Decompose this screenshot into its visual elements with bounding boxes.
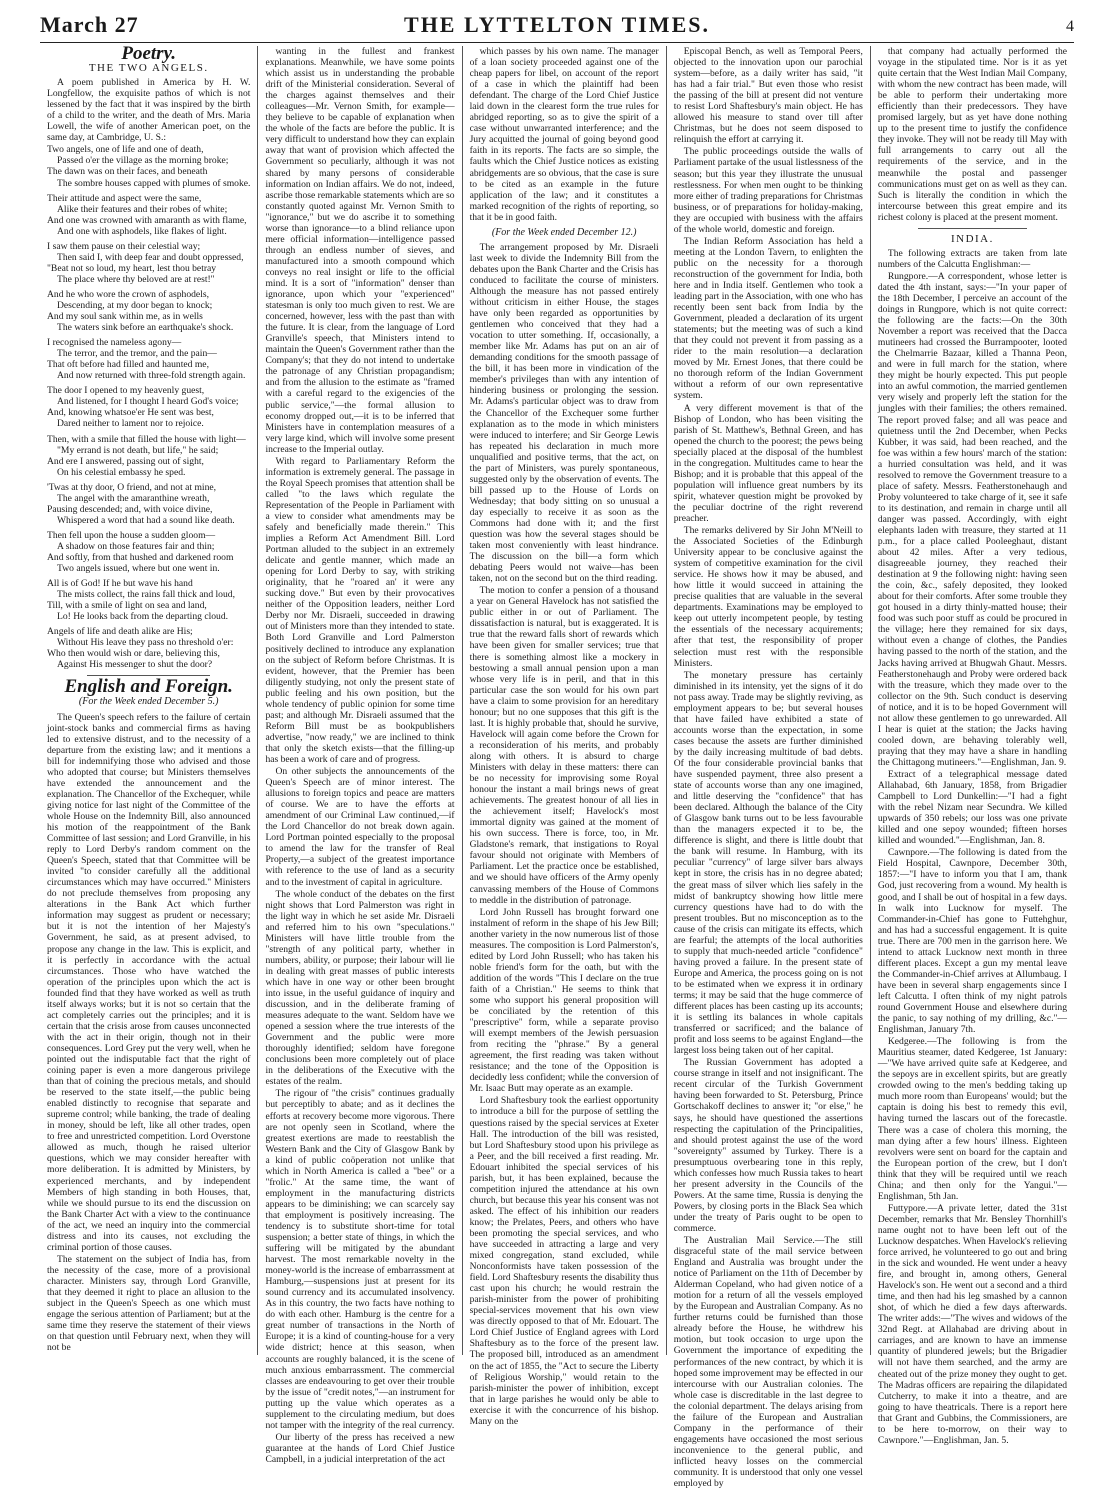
paragraph: The remarks delivered by Sir John M'Neill to the Associated Societies of the Edinburgh University appear to be conclusive against the system of competitive examination for the civil service. He shows how it may be abused, and how little it would succeed in attaining the precise qualities that are valuable in the several departments. Examinations may be employed to keep out utterly incompetent people, by testing the essentials of the necessary acquirements; after that test, the responsibility of proper selection must rest with the responsible Ministers. <box>673 525 863 669</box>
paragraph: On other subjects the announcements of the Queen's Speech are of minor interest. The allusions to foreign topics and peace are matters of course. We are to have the efforts at amendment of our Criminal Law continued,—if the Lord Chancellor do not break down again. Lord Portman pointed especially to the proposal to amend the law for the transfer of Real Property,—a subject of the greatest importance with reference to the use of land as a security and to the investment of capital in agriculture. <box>265 766 455 888</box>
poem-line: The door I opened to my heavenly guest, <box>47 385 205 397</box>
poem-line: And one with asphodels, like flakes of light. <box>57 225 227 237</box>
poem-line: Lo! He looks back from the departing cloud. <box>57 611 229 623</box>
page-number: 4 <box>1066 18 1074 35</box>
paragraph: The arrangement proposed by Mr. Disraeli last week to divide the Indemnity Bill from the debates upon the Bank Charter and the Crisis has conduced to facilitate the course of ministers. Although the measure has not passed entirely without criticism in either House, the stages have only been regarded as opportunities by gentlemen who conceived that they had a vocation to utter something. If, occasionally, a member like Mr. Adams has put on an air of demanding conditions for the smooth passage of the bill, it has been more in vindication of the member's privileges than with any intention of hindering business or prolonging the session. Mr. Adams's particular object was to draw from the Chancellor of the Exchequer some further explanation as to the mode in which ministers were induced to interfere; and Sir George Lewis has repeated his declaration in much more unqualified and positive terms, that the act, on the part of Ministers, was purely spontaneous, suggested only by the observation of events. The bill passed up to the House of Lords on Wednesday; that body sitting on so unusual a day especially to receive it as soon as the Commons had done with it; and the first question was how the several stages should be taken most conveniently with least hindrance. The discussion on the bill—a form which debating Peers would not waive—has been taken, not on the second but on the third reading. <box>469 241 659 585</box>
stanza <box>47 530 250 574</box>
masthead-title: THE LYTTELTON TIMES. <box>404 12 710 37</box>
poem-line: Then fell upon the house a sudden gloom— <box>47 529 216 541</box>
paragraph: Extract of a telegraphical message dated Allahabad, 6th January, 1858, from Brigadier Campbell to Lord Dunkellin:—"I had a fight with the rebel Nizam near Secundra. We killed upwards of 350 rebels; our loss was one private killed and one sepoy wounded; fifteen horses killed and wounded."—Englishman, Jan. 8. <box>877 769 1067 847</box>
poem-line: And my soul sank within me, as in wells <box>47 311 203 323</box>
poem-line: I recognised the nameless agony— <box>47 337 182 349</box>
poem-line: A shadow on those features fair and thin; <box>57 540 215 552</box>
stanza <box>47 626 250 670</box>
masthead-date: March 27 <box>40 12 139 37</box>
poem-line: Till, with a smile of light on sea and land, <box>47 600 207 612</box>
poem-line: Then said I, with deep fear and doubt oppressed, <box>57 251 244 263</box>
column-1 <box>40 43 258 1355</box>
column-2 <box>258 46 462 1465</box>
poem-line: I saw them pause on their celestial way; <box>47 240 201 252</box>
paragraph: The monetary pressure has certainly diminished in its intensity, yet the signs of it do not pass away. Trade may be slightly reviving, as employment appears to be; but several houses that have failed have exhibited a state of accounts worse than the expectation, in some cases because the assets are further diminished by the daily increasing multitude of bad debts. Of the four considerable provincial banks that have suspended payment, three also present a state of accounts worse than any one imagined, and little deserving the "confidence" that has been declared. Although the balance of the City of Glasgow bank turns out to be less favourable than the managers expected it to be, the difference is slight, and there is little doubt that the bank will resume. In Hamburg, with its peculiar "currency" of large silver bars always kept in store, the crisis has in no degree abated; the great mass of silver which lies safely in the midst of bankruptcy showing how little mere currency questions have had to do with the present troubles. But no misconception as to the cause of the crisis can mitigate its effects, which are fearful; the attempts of the local authorities to supply that much-needed article "confidence" having proved a failure. In the present state of Europe and America, the process going on is not to be estimated when we express it in ordinary terms; it may be said that the huge commerce of different places has been casting up its accounts; it is settling its balances in whole capitals transferred or sacrificed; and the balance of profit and loss seems to be against England—the largest loss being taken out of her capital. <box>673 669 863 1057</box>
poem-line: And, knowing whatsoe'er He sent was best, <box>47 407 214 419</box>
poem-line: The sombre houses capped with plumes of smoke. <box>57 177 251 189</box>
poem-line: Pausing descended; and, with voice divine, <box>47 503 213 515</box>
poem-line: Then, with a smile that filled the house with light— <box>47 433 246 445</box>
poem-line: And listened, for I thought I heard God's voice; <box>57 396 239 408</box>
poem-line: Two angels issued, where but one went in. <box>57 563 220 575</box>
paragraph: Lord John Russell has brought forward one instalment of reform in the shape of his Jew Bill; another variety in the now numerous list of those measures. The composition is Lord Palmerston's, edited by Lord John Russell; who has taken his noble friend's form for the oath, but with the addition of the words "This I declare on the true faith of a Christian." He seems to think that some who support his general proposition will be conciliated by the retention of this "prescriptive" form, while a separate proviso will exempt members of the Jewish persuasion from reciting the "phrase." By a general agreement, the first reading was taken without resistance; and the tone of the Opposition is decidedly less confident; while the conversion of Mr. Isaac Butt may operate as an example. <box>469 906 659 1095</box>
english-foreign-heading: English and Foreign. <box>64 676 233 698</box>
poem-line: Dared neither to lament nor to rejoice. <box>57 418 204 430</box>
paragraph: that company had actually performed the voyage in the stipulated time. Nor is it as yet quite certain that the West Indian Mail Company, with whom the new contract has been made, will be able to perform their undertaking more efficiently than their predecessors. They have promised largely, but as yet have done nothing up to the present time to justify the confidence they invoke. They will not be ready till May with full arrangements to carry out all the requirements of the service, and in the meanwhile the postal and passenger communications must get on as well as they can. Such is literally the condition in which the intercourse between this great empire and its richest colony is placed at the present moment. <box>877 46 1067 223</box>
divider <box>918 228 1027 229</box>
paragraph: Cawnpore.—The following is dated from the Field Hospital, Cawnpore, December 30th, 1857:—"I have to inform you that I am, thank God, just recovering from a wound. My health is good, and I shall be out of hospital in a few days. In walk into Lucknow for myself. The Commander-in-Chief has gone to Futtehghur, and has had a successful engagement. It is quite true. There are 700 men in the garrison here. We intend to attack Lucknow next month in three different places. Except a gun my mental leave the Commander-in-Chief arrives at Allumbaug. I have been in several sharp engagements since I left Calcutta. I often think of my night patrols round Government House and elsewhere during the panic, to say nothing of my drilling, &c."—Englishman, January 7th. <box>877 847 1067 1036</box>
poem-line: On his celestial embassy he sped. <box>57 466 186 478</box>
article-body <box>470 242 659 1427</box>
paragraph: The Queen's speech refers to the failure of certain joint-stock banks and commercial firms as having led to extensive distrust, and to the necessity of a departure from the existing law; and it mentions a bill for indemnifying those who advised and those who adopted that course; but Ministers themselves have extended the announcement and the explanation. The Chancellor of the Exchequer, while giving notice for last night of the Committee of the whole House on the Indemnity Bill, also announced his motion of the reappointment of the Bank Committee of last session; and Lord Granville, in his reply to Lord Derby's random comment on the Queen's Speech, stated that that Committee will be invited "to consider carefully all the additional circumstances which may have occurred." Ministers do not preclude themselves from proposing any alterations in the Bank Act which further information may suggest as prudent or necessary; but it is not the intention of her Majesty's Government, he said, as at present advised, to propose any change in the law. This is explicit, and it is perfectly in accordance with the actual circumstances. Those who have watched the operation of the principles upon which the act is founded find that they have worked as well as truth itself always works; but it is not so certain that the act completely carries out the principles; and it is certain that the crisis arose from causes unconnected with the act in their origin, though not in their consequences. Lord Grey put the very well, when he pointed out the indisputable fact that the right of coining paper is even a more dangerous privilege than that of coining the precious metals, and should be reserved to the state itself,—the public being enabled distinctly to recognise that separate and supreme control; while banking, the trade of dealing in money, should be left, like all other trades, open to free and unrestricted competition. Lord Overstone allowed as much, though he raised ulterior questions, which we may consider hereafter with more deliberation. It is admitted by Ministers, by experienced merchants, and by independent Members of high standing in both Houses, that, while we should pursue to its end the discussion on the Bank Charter Act with a view to the continuance of the act, we need an inquiry into the commercial distress and into its causes, not excluding the criminal portion of those causes. <box>47 711 251 1253</box>
stanza <box>47 289 250 333</box>
article-body <box>470 46 659 223</box>
masthead <box>40 8 1074 43</box>
poem-line: "Beat not so loud, my heart, lest thou betray <box>47 262 217 274</box>
poem-line: Without His leave they pass no threshold o'er: <box>57 637 234 649</box>
paragraph: Rungpore.—A correspondent, whose letter is dated the 4th instant, says:—"In your paper of the 18th December, I perceive an account of the doings in Rungpore, which is not quite correct: the following are the facts:—On the 30th November a report was received that the Dacca mutineers had crossed the Burrampooter, looted the Chelmarrie Bazaar, killed a Thanna Peon, and were in full march for the station, where they might be hourly expected. This put people into an awful commotion, the married gentlemen very wisely and properly left the station for the jungles with their families; the others remained. The report proved false; and all was peace and quietness until the 2nd December, when Pecks Kubber, it was said, had been reached, and the foe was within a few hours' march of the station: a hurried consultation was held, and it was resolved to remove the Government treasure to a place of safety. Messrs. Featherstonehaugh and Proby volunteered to take charge of it, see it safe to its destination, and remain in charge until all danger was passed. Accordingly, with eight elephants laden with treasure, they started at 11 p.m., for a place called Pooleeghaut, distant about 42 miles. After a very tedious, disagreeable journey, they reached their destination at 9 the following night: having seen the coin, &c., safely deposited, they looked about for their comforts. After some trouble they got housed in a dirty thinly-matted house; their food was such poor stuff as could be procured in the village; here they remained for six days, without even a change of clothes, the Pandies having passed to the north of the station, and the Jacks having arrived at Bhugwah Ghaut. Messrs. Featherstonehaugh and Proby were ordered back with the treasure, which they made over to the collector on the 9th. Such conduct is deserving of notice, and it is to be hoped Government will not allow these gentlemen to go unrewarded. All I hear is quiet at the station; the Jacks having cooled down, are behaving tolerably well, praying that they may have a share in handling the Chittagong mutineers."—Englishman, Jan. 9. <box>877 270 1067 768</box>
article-body <box>47 712 250 1354</box>
stanza <box>47 144 250 188</box>
poem-line: And ere I answered, passing out of sight, <box>47 455 204 467</box>
paragraph: A very different movement is that of the Bishop of London, who has been visiting the parish of St. Matthew's, Bethnal Green, and has opened the church to the poorest; the pews being specially placed at the disposal of the humblest in the congregation. Multitudes came to hear the Bishop; and it is probable that this appeal of the population will influence great numbers by its spirit, whatever question might be provoked by the peculiar doctrine of the right reverend preacher. <box>673 402 863 524</box>
poem-line: Who then would wish or dare, believing this, <box>47 648 220 660</box>
poem-line: Angels of life and death alike are His; <box>47 626 193 638</box>
article-body <box>878 248 1067 1446</box>
stanza <box>47 482 250 526</box>
week-subheading: (For the Week ended December 12.) <box>491 226 637 238</box>
poem-line: The dawn was on their faces, and beneath <box>47 166 208 178</box>
paragraph: Our liberty of the press has received a new guarantee at the hands of Lord Chief Justice Campbell, in a judicial interpretation of the act <box>265 1431 455 1465</box>
paragraph: The rigour of "the crisis" continues gradually but perceptibly to abate; and as it declines the efforts at recovery become more vigorous. There are not openly seen in Scotland, where the greatest exertions are made to reestablish the Western Bank and the City of Glasgow Bank by a kind of public coöperation not unlike that which in North America is called a "bee" or a "frolic." At the same time, the want of employment in the manufacturing districts appears to be diminishing; we can scarcely say that employment is positively increasing. The tendency is to substitute short-time for total suspension; a better state of things, in which the suffering will be mitigated by the abundant harvest. The most remarkable novelty in the money-world is the increase of embarrassment at Hamburg,—suspensions just at present for its sound currency and its accumulated insolvency. As in this country, the two facts have nothing to do with each other. Hamburg is the centre for a great number of transactions in the North of Europe; it is a kind of counting-house for a very wide district; hence at this season, when accounts are roughly balanced, it is the scene of much anxious embarrassment. The commercial classes are endeavouring to get over their trouble by the issue of "credit notes,"—an instrument for putting up the value which operates as a supplement to the circulating medium, but does not tamper with the integrity of the real currency. <box>265 1088 455 1431</box>
poem-line: "My errand is not death, but life," he said; <box>57 444 219 456</box>
paragraph: With regard to Parliamentary Reform the information is extremely general. The passage in the Royal Speech promises that attention shall be called "to the laws which regulate the Representation of the People in Parliament with a view to consider what amendments may be safely and beneficially made therein." This implies a Reform Act Amendment Bill. Lord Portman alluded to the subject in an extremely delicate and gentle manner, which made an opening for Lord Derby to say, with striking originality, that he "roared an' it were any sucking dove." But even by their provocatives neither of the Opposition leaders, neither Lord Derby nor Mr. Disraeli, succeeded in drawing out of Ministers more than they intended to state. Both Lord Granville and Lord Palmerston positively declined to introduce any explanation on the subject of Reform before Christmas. It is evident, however, that the Premier has been diligently studying, not only the present state of public feeling and his own position, but the whole tendency of public opinion for some time past; and although Mr. Disraeli assumed that the Reform Bill must be as bookpublishers advertise, "now ready," we are inclined to think that only the sketch exists—that the filling-up has been a work of care and of progress. <box>265 455 455 765</box>
paragraph: Episcopal Bench, as well as Temporal Peers, objected to the innovation upon our parochial system—before, as a daily writer has said, "it has had a fair trial." But even those who resist the passing of the bill at present did not venture to resist Lord Shaftesbury's main object. He has allowed his measure to stand over till after Christmas, but he does not seem disposed to relinquish the effort at carrying it. <box>673 46 863 146</box>
stanza <box>47 578 250 622</box>
paragraph: The motion to confer a pension of a thousand a year on General Havelock has not satisfied the public either in or out of Parliament. The dissatisfaction is natural, but is exaggerated. It is true that the reward falls short of rewards which have been given for smaller services; true that there is something almost like a mockery in bestowing a small annual pension upon a man whose very life is in peril, and that in this particular case the son would for his own part have a claim to some provision for an hereditary honour; but no one supposes that this gift is the last. It is highly probable that, should he survive, Havelock will again come before the Crown for a reconsideration of his merits, and probably along with others. It is absurd to charge Ministers with delay in these matters: there can be no necessity for improvising some Royal honour the instant a mail brings news of great achievements. The greatest honour of all lies in the achievement itself; Havelock's most immortal dignity was gained at the moment of his own success. There is force, too, in Mr. Gladstone's remark, that instigations to Royal favour should not originate with Members of Parliament. Let the practice once be established, and we should have officers of the Army openly canvassing members of the House of Commons to meddle in the distribution of patronage. <box>469 585 659 906</box>
article-body <box>878 46 1067 223</box>
poem-title: THE TWO ANGELS. <box>88 62 209 75</box>
poem-line: 'Twas at thy door, O friend, and not at mine, <box>47 481 217 493</box>
poem-line: That oft before had filled and haunted me, <box>47 359 209 371</box>
poem-line: Alike their features and their robes of white; <box>57 203 228 215</box>
stanza <box>47 337 250 381</box>
poem-line: The terror, and the tremor, and the pain— <box>57 348 217 360</box>
stanza <box>47 385 250 429</box>
poem-body <box>47 144 250 670</box>
paragraph: wanting in the fullest and frankest explanations. Meanwhile, we have some points which assist us in understanding the probable drift of the Ministerial consideration. Several of the charges against themselves and their colleagues—Mr. Vernon Smith, for example—they believe to be capable of explanation when the whole of the facts are before the public. It is very difficult to understand how they can explain away that want of provision which affected the Government so peculiarly, although it was not shared by many persons of considerable information on Indian affairs. We do not, indeed, ascribe those remarkable statements which are so constantly quoted against Mr. Vernon Smith to "ignorance," but we do ascribe it to something worse than ignorance—to a blind reliance upon mere official information—intelligence passed through an endless number of sieves, and manufactured into a smooth compound which conveys no real insight or life to the official mind. It is a sort of "information" denser than ignorance, upon which your "experienced" statesman is only too much given to rest. We are concerned, however, less with the past than with the future. It is clear, from the language of Lord Granville's speech, that Ministers intend to maintain the Queen's Government rather than the Company's; that they do not intend to undertake the patronage of any Christian propagandism; and from the allusion to the estimate as "framed with a careful regard to the exigencies of the public service,"—the formal allusion to economy dropped out,—it is to be inferred that Ministers have in contemplation measures of a very large kind, which will involve some present increase to the Imperial outlay. <box>265 46 455 455</box>
poem-intro: A poem published in America by H. W. Longfellow, the exquisite pathos of which is not lessened by the fact that it was inspired by the birth of a child to the writer, and the death of Mrs. Maria Lowell, the wife of another American poet, on the same day, at Cambridge, U. S.: <box>47 77 251 144</box>
paragraph: The Australian Mail Service.—The still disgraceful state of the mail service between England and Australia was brought under the notice of Parliament on the 11th of December by Alderman Copeland, who had given notice of a motion for a return of all the vessels employed by the European and Australian Company. As no further returns could be furnished than those already before the House, he withdrew his motion, but took occasion to urge upon the Government the importance of expediting the performances of the new contract, by which it is hoped some improvement may be effected in our intercourse with our Australian colonies. The whole case is discreditable in the last degree to the colonial department. The delays arising from the failure of the European and Australian Company in the performance of their engagements have occasioned the most serious inconvenience to the general public, and inflicted heavy losses on the commercial community. It is understood that only one vessel employed by <box>673 1235 863 1489</box>
poem-line: Against His messenger to shut the door? <box>57 659 213 671</box>
india-heading: INDIA. <box>950 232 994 245</box>
poetry-heading: Poetry. <box>121 43 177 64</box>
poem-line: And one was crowned with amaranth as with flame, <box>47 214 247 226</box>
poem-line: And softly, from that hushed and darkened room <box>47 551 234 563</box>
poem-line: All is of God! If he but wave his hand <box>47 578 193 590</box>
paragraph: The statement on the subject of India has, from the necessity of the case, more of a provisional character. Ministers say, through Lord Granville, that they deemed it right to place an allusion to the subject in the Queen's Speech as one which must engage the serious attention of Parliament; but at the same time they reserve the statement of their views on that question until February next, when they will not be <box>47 1253 251 1354</box>
week-subheading: (For the Week ended December 5.) <box>78 696 219 708</box>
poem-line: Whispered a word that had a sound like death. <box>57 514 235 526</box>
paragraph: The Russian Government has adopted a course strange in itself and not insignificant. The recent circular of the Turkish Government having been forwarded to St. Petersburg, Prince Gortschakoff declines to answer it; "or else," he says, he should have questioned the assertions respecting the capitulation of the Principalities, and should protest against the use of the word "sovereignty" assumed by Turkey. There is a presumptuous overbearing tone in this reply, which confesses how much Russia takes to heart her present adversity in the Councils of the Powers. At the same time, Russia is denying the Powers, by closing ports in the Black Sea which under the treaty of Paris ought to be open to commerce. <box>673 1057 863 1234</box>
poem-line: Their attitude and aspect were the same, <box>47 192 202 204</box>
poem-line: And he who wore the crown of asphodels, <box>47 288 209 300</box>
columns <box>40 43 1074 1489</box>
poem-line: Descending, at my door began to knock; <box>57 299 213 311</box>
poem-line: The place where thy beloved are at rest!" <box>57 273 215 285</box>
stanza <box>47 193 250 237</box>
poem-line: Two angels, one of life and one of death, <box>47 144 204 156</box>
paragraph: Futtypore.—A private letter, dated the 31st December, remarks that Mr. Bensley Thornhill's name ought not to have been left out of the Lucknow despatches. When Havelock's relieving force arrived, he volunteered to go out and bring in the sick and wounded. He went under a heavy fire, and brought in, among others, General Havelock's son. He went out a second and a third time, and then had his leg smashed by a cannon shot, of which he died a few days afterwards. The writer adds:—"The wives and widows of the 32nd Regt. at Allahabad are driving about in carriages, and are known to have an immense quantity of plundered jewels; but the Brigadier will not have them searched, and the army are cheated out of the prize money they ought to get. The Madras officers are repairing the dilapidated Cutcherry, to make it into a theatre, and are going to have theatricals. There is a report here that Grant and Gubbins, the Commissioners, are to be here to-morrow, on their way to Cawnpore."—Englishman, Jan. 5. <box>877 1202 1067 1446</box>
poem-line: And now returned with three-fold strength again. <box>57 370 246 382</box>
poem-line: The mists collect, the rains fall thick and loud, <box>57 589 235 601</box>
column-3 <box>463 46 667 1427</box>
paragraph: The following extracts are taken from late numbers of the Calcutta Englishman:— <box>877 247 1067 270</box>
paragraph: The Indian Reform Association has held a meeting at the London Tavern, to enlighten the public on the necessity for a thorough reconstruction of the government for India, both here and in India itself. Gentlemen who took a leading part in the Association, with one who has recently been sent back from India by the Government, pleaded a declaration of its urgent statements; but the meeting was of such a kind that they could not prevent it from passing as a rider to the main resolution—a declaration moved by Mr. Ernest Jones, that there could be no thorough reform of the Indian Government without a reform of our own representative system. <box>673 235 863 402</box>
poem-line: Passed o'er the village as the morning broke; <box>57 155 229 167</box>
paragraph: which passes by his own name. The manager of a loan society proceeded against one of the cheap papers for libel, on account of the report of a case in which the plaintiff had been defendant. The charge of the Lord Chief Justice laid down in the clearest form the true rules for abridged reporting, so as to give the spirit of a case without unwarranted interference; and the Jury acquitted the journal of going beyond good faith in its reports. The facts are so simple, the faults which the Chief Justice notices as existing abridgements are so obvious, that the case is sure to be cited as an example in the future application of the law; and it constitutes a marked recognition of the rights of reporting, so that it be in good faith. <box>469 46 659 223</box>
paragraph: The whole conduct of the debates on the first night shows that Lord Palmerston was right in the light way in which he set aside Mr. Disraeli and referred him to his own "speculations." Ministers will have little trouble from the "strength of any political party, whether in numbers, ability, or purpose; their labour will lie in dealing with great masses of public interests which have in one way or other been brought into issue, in the useful guidance of inquiry and discussion, and in the deliberate framing of measures adequate to the want. Seldom have we opened a session where the true interests of the Government and the public were more thoroughly identified; seldom have foregone conclusions been more completely out of place in the deliberations of the Executive with the estates of the realm. <box>265 888 455 1088</box>
column-5 <box>871 46 1074 1446</box>
poem-line: The angel with the amaranthine wreath, <box>57 492 210 504</box>
column-4 <box>667 46 871 1489</box>
paragraph: The public proceedings outside the walls of Parliament partake of the usual listlessness of the season; but this year they illustrate the unusual restlessness. For when men ought to be thinking more either of trading preparations for Christmas business, or of preparations for holiday-making, they are occupied with business with the affairs of the whole world, domestic and foreign. <box>673 146 863 235</box>
paragraph: Lord Shaftesbury took the earliest opportunity to introduce a bill for the purpose of settling the questions raised by the special services at Exeter Hall. The introduction of the bill was resisted, but Lord Shaftesbury stood upon his privilege as a Peer, and the bill received a first reading. Mr. Edouart inhibited the special services of his parish, but, it has been explained, because the competition injured the attendance at his own church, but because this year his consent was not asked. The effect of his inhibition our readers know; the Prelates, Peers, and others who have been promoting the special services, and who have succeeded in attracting a large and very mixed congregation, stand excluded, while Nonconformists have taken possession of the field. Lord Shaftesbury resents the disability thus cast upon his church; he would restrain the parish-minister from the power of prohibiting special-services movement that his own view was directly opposed to that of Mr. Edouart. The Lord Chief Justice of England agrees with Lord Shaftesbury as to the force of the present law. The proposed bill, introduced as an amendment on the act of 1855, the "Act to secure the Liberty of Religious Worship," would retain to the parish-minister the power of inhibition, except that in large parishes he would only be able to exercise it with the concurrence of his bishop. Many on the <box>469 1095 659 1427</box>
paragraph: Kedgeree.—The following is from the Mauritius steamer, dated Kedgeree, 1st January:—"We have arrived quite safe at Kedgeree, and the sepoys are in excellent spirits, but are greatly crowded owing to the men's bedding taking up much more room than Europeans' would; but the captain is doing his best to remedy this evil, having turned the lascars out of the forecastle. There was a case of cholera this morning, the man dying after a few hours' illness. Eighteen revolvers were sent on board for the captain and the European portion of the crew, but I don't think that they will be required until we reach China; and then only for the Yangui."—Englishman, 5th Jan. <box>877 1036 1067 1202</box>
poem-line: The waters sink before an earthquake's shock. <box>57 322 234 334</box>
stanza <box>47 434 250 478</box>
stanza <box>47 241 250 285</box>
